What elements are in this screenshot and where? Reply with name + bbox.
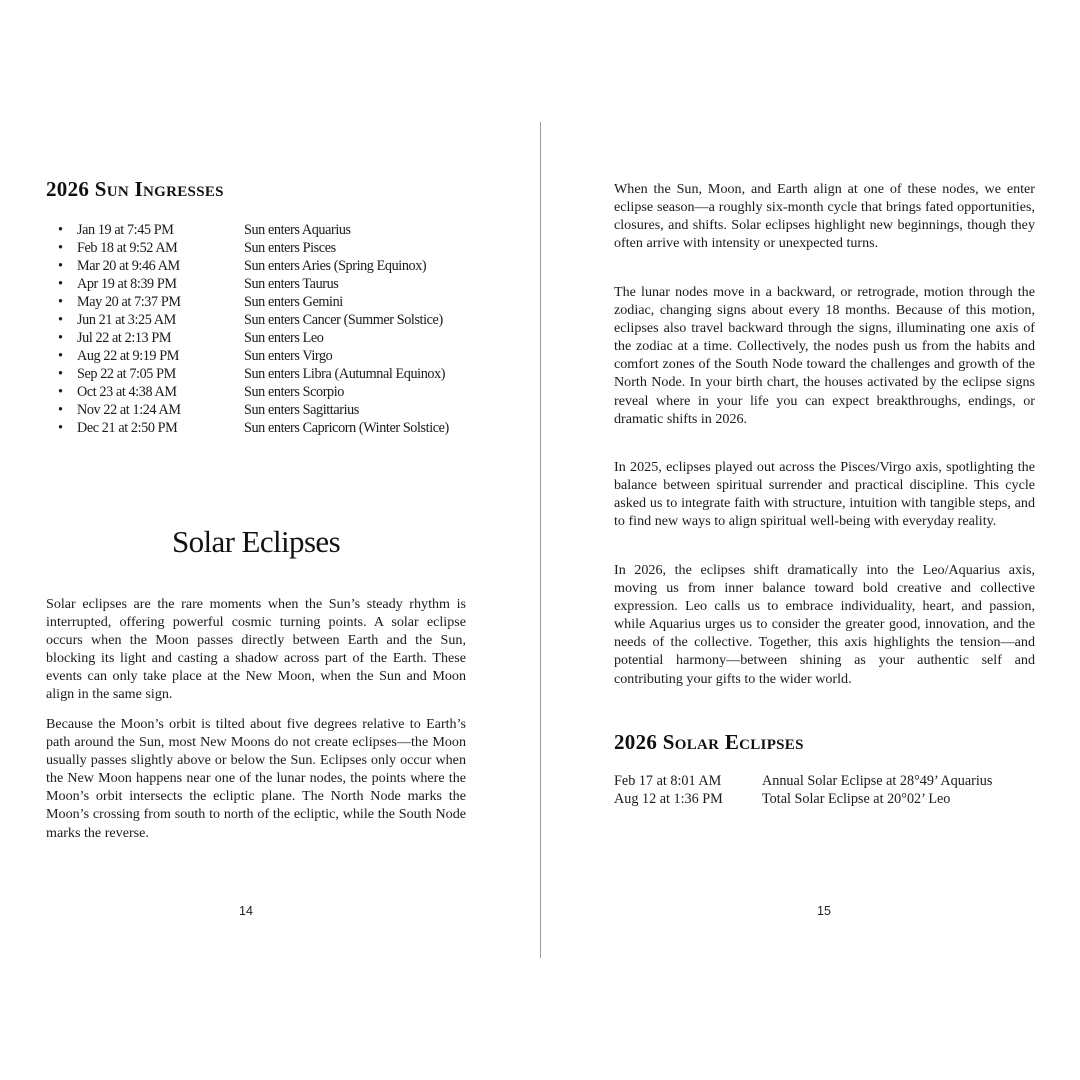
list-item — [614, 772, 1054, 790]
ingress-event: Sun enters Sagittarius — [244, 402, 359, 418]
ingress-event: Sun enters Capricorn (Winter Solstice) — [244, 420, 449, 436]
left-page — [46, 0, 466, 1080]
list-item — [46, 275, 486, 293]
sun-ingresses-list — [46, 221, 486, 437]
bullet: • — [58, 294, 63, 310]
list-item — [46, 239, 486, 257]
eclipse-event: Annual Solar Eclipse at 28°49’ Aquarius — [762, 773, 993, 789]
list-item — [46, 365, 486, 383]
bullet: • — [58, 420, 63, 436]
bullet: • — [58, 240, 63, 256]
ingress-date: Oct 23 at 4:38 AM — [77, 384, 177, 400]
list-item — [46, 311, 486, 329]
bullet: • — [58, 312, 63, 328]
ingress-date: Nov 22 at 1:24 AM — [77, 402, 181, 418]
eclipse-event: Total Solar Eclipse at 20°02’ Leo — [762, 791, 951, 807]
eclipse-date: Feb 17 at 8:01 AM — [614, 773, 722, 789]
right-page — [614, 0, 1035, 1080]
list-item — [614, 790, 1054, 808]
ingress-event: Sun enters Leo — [244, 330, 324, 346]
bullet: • — [58, 402, 63, 418]
list-item — [46, 347, 486, 365]
ingress-event: Sun enters Taurus — [244, 276, 339, 292]
ingress-event: Sun enters Libra (Autumnal Equinox) — [244, 366, 446, 382]
list-item — [46, 293, 486, 311]
solar-eclipses-list — [614, 772, 1054, 808]
eclipse-date: Aug 12 at 1:36 PM — [614, 791, 723, 807]
ingress-date: Jun 21 at 3:25 AM — [77, 312, 176, 328]
bullet: • — [58, 384, 63, 400]
ingress-event: Sun enters Aries (Spring Equinox) — [244, 258, 427, 274]
bullet: • — [58, 348, 63, 364]
ingress-date: Aug 22 at 9:19 PM — [77, 348, 179, 364]
ingress-event: Sun enters Aquarius — [244, 222, 351, 238]
ingress-date: Sep 22 at 7:05 PM — [77, 366, 176, 382]
list-item — [46, 257, 486, 275]
list-item — [46, 401, 486, 419]
page-gutter-divider — [540, 122, 541, 958]
bullet: • — [58, 276, 63, 292]
ingress-event: Sun enters Cancer (Summer Solstice) — [244, 312, 443, 328]
sun-ingresses-heading: 2026 Sun Ingresses — [46, 177, 224, 201]
page-number: 14 — [239, 904, 253, 918]
bullet: • — [58, 330, 63, 346]
ingress-date: Feb 18 at 9:52 AM — [77, 240, 178, 256]
ingress-date: Mar 20 at 9:46 AM — [77, 258, 180, 274]
list-item — [46, 221, 486, 239]
solar-eclipses-heading: 2026 Solar Eclipses — [614, 730, 804, 754]
body-paragraph: The lunar nodes move in a backward, or retrograde, motion through the zodiac, changing signs about every 18 months. Because of this motion, eclipses also travel backward through the signs, illuminating one axis of the zodiac at a time. Collectively, the nodes push us from the habits and comfort zones of the South Node toward the challenges and growth of the North Node. In your birth chart, the houses activated by the eclipse signs reveal where in your life you can expect breakthroughs, endings, or dramatic shifts in 2026. — [614, 284, 1035, 427]
ingress-date: Dec 21 at 2:50 PM — [77, 420, 178, 436]
ingress-event: Sun enters Gemini — [244, 294, 343, 310]
bullet: • — [58, 222, 63, 238]
body-paragraph: Because the Moon’s orbit is tilted about five degrees relative to Earth’s path around the Sun, most New Moons do not create eclipses—the Moon usually passes slightly above or below the Sun. Eclipses only occur when the New Moon happens near one of the lunar nodes, the points where the Moon’s orbit intersects the ecliptic plane. The North Node marks the Moon’s crossing from south to north of the ecliptic, while the South Node marks the reverse. — [46, 716, 466, 841]
ingress-event: Sun enters Pisces — [244, 240, 336, 256]
ingress-date: Jul 22 at 2:13 PM — [77, 330, 172, 346]
ingress-date: Jan 19 at 7:45 PM — [77, 222, 174, 238]
list-item — [46, 329, 486, 347]
list-item — [46, 383, 486, 401]
body-paragraph: In 2025, eclipses played out across the Pisces/Virgo axis, spotlighting the balance between spiritual surrender and practical discipline. This cycle asked us to integrate faith with structure, intuition with tangible steps, and to find new ways to align spiritual well-being with everyday reality. — [614, 459, 1035, 530]
bullet: • — [58, 258, 63, 274]
ingress-date: May 20 at 7:37 PM — [77, 294, 181, 310]
section-title: Solar Eclipses — [171, 524, 341, 559]
page-number: 15 — [817, 904, 831, 918]
body-paragraph: In 2026, the eclipses shift dramatically into the Leo/Aquarius axis, moving us from inner balance toward bold creative and collective expression. Leo calls us to embrace individuality, heart, and passion, while Aquarius urges us to consider the greater good, innovation, and the needs of the collective. Together, this axis highlights the tension—and potential harmony—between shining as your authentic self and contributing your gifts to the wider world. — [614, 562, 1035, 687]
ingress-date: Apr 19 at 8:39 PM — [77, 276, 177, 292]
list-item — [46, 419, 486, 437]
body-paragraph: When the Sun, Moon, and Earth align at one of these nodes, we enter eclipse season—a roughly six-month cycle that brings fated opportunities, closures, and shifts. Solar eclipses highlight new beginnings, though they often arrive with intensity or unexpected turns. — [614, 181, 1035, 252]
ingress-event: Sun enters Scorpio — [244, 384, 344, 400]
bullet: • — [58, 366, 63, 382]
ingress-event: Sun enters Virgo — [244, 348, 333, 364]
body-paragraph: Solar eclipses are the rare moments when the Sun’s steady rhythm is interrupted, offering powerful cosmic turning points. A solar eclipse occurs when the Moon passes directly between Earth and the Sun, blocking its light and casting a shadow across part of the Earth. These events can only take place at the New Moon, when the Sun and Moon align in the same sign. — [46, 596, 466, 703]
